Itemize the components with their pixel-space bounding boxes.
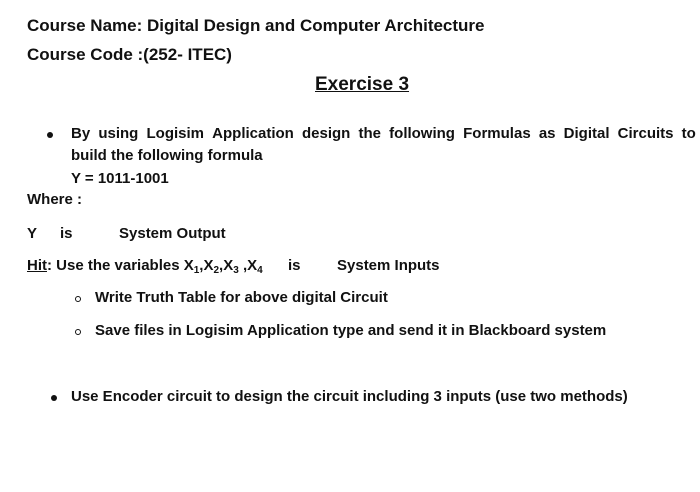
hint-is: is	[288, 257, 301, 274]
task1-line1: By using Logisim Application design the following Formulas as Digital Circuits to	[71, 125, 696, 142]
task2: Use Encoder circuit to design the circuit including 3 inputs (use two methods)	[71, 388, 628, 405]
course-name: Course Name: Digital Design and Computer Architecture	[27, 16, 485, 35]
bullet-icon	[47, 132, 53, 138]
subtask-item: Save files in Logisim Application type and send it in Blackboard system	[95, 322, 607, 339]
y-variable: Y	[27, 225, 38, 242]
where-label: Where :	[27, 191, 83, 208]
circle-bullet-icon	[75, 296, 81, 302]
y-description: System Output	[119, 225, 226, 242]
course-code: Course Code :(252- ITEC)	[27, 45, 232, 64]
exercise-title: Exercise 3	[315, 74, 410, 95]
task1-line2: build the following formula	[71, 147, 263, 164]
hint-label: Hit	[27, 257, 47, 274]
circle-bullet-icon	[75, 329, 81, 335]
hint-description: System Inputs	[337, 257, 440, 274]
formula: Y = 1011-1001	[71, 170, 169, 187]
hint-line: Hit: Use the variables $X_1,X_2,X_3$ $,X_4$	[27, 257, 263, 276]
y-is: is	[60, 225, 73, 242]
subtask-item: Write Truth Table for above digital Circuit	[95, 289, 388, 306]
bullet-icon	[51, 395, 57, 401]
